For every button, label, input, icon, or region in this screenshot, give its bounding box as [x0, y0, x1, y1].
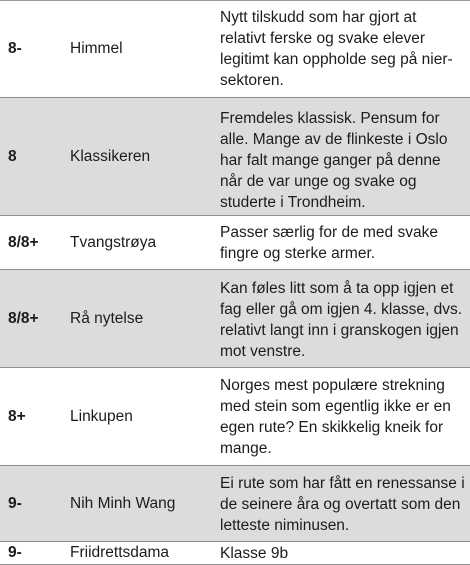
route-grade: 9-	[8, 544, 22, 561]
route-name: Nih Minh Wang	[70, 494, 176, 512]
table-row	[0, 1, 470, 98]
table-row	[0, 216, 470, 270]
route-name: Linkupen	[70, 407, 133, 425]
route-name: Tvangstrøya	[70, 233, 157, 251]
route-description: Nytt tilskudd som har gjort at relativt ferske og svake elever legitimt kan oppholde seg på nier-sektoren.	[220, 9, 453, 89]
route-description: Klasse 9b	[220, 545, 289, 562]
route-grade: 8	[8, 147, 17, 165]
route-grade: 8+	[8, 407, 26, 425]
table-row	[0, 466, 470, 542]
route-name: Klassikeren	[70, 147, 151, 165]
route-name: Friidrettsdama	[70, 544, 170, 561]
route-grade: 9-	[8, 494, 22, 512]
route-grade: 8/8+	[8, 233, 39, 251]
route-name: Himmel	[70, 40, 123, 57]
table-row	[0, 542, 470, 565]
route-grade: 8/8+	[8, 309, 39, 327]
table-row	[0, 368, 470, 466]
route-description: Fremdeles klassisk. Pensum for alle. Mange av de flinkeste i Oslo har falt mange ganger på denne når de var unge og svake og studerte i Trondheim.	[220, 110, 448, 211]
route-description: Ei rute som har fått en renessanse i de seinere åra og overtatt som den letteste niminusen.	[220, 475, 465, 534]
route-description: Passer særlig for de med svake fingre og sterke armer.	[220, 224, 438, 262]
table-row	[0, 270, 470, 368]
table-row	[0, 98, 470, 216]
route-description: Kan føles litt som å ta opp igjen et fag eller gå om igjen 4. klasse, dvs. relativt langt inn i granskogen igjen mot venstre.	[220, 280, 463, 360]
route-name: Rå nytelse	[70, 309, 144, 327]
route-description: Norges mest populære strekning med stein som egentlig ikke er en egen rute? En skikkelig kneik for mange.	[220, 377, 451, 457]
route-grade: 8-	[8, 40, 22, 57]
